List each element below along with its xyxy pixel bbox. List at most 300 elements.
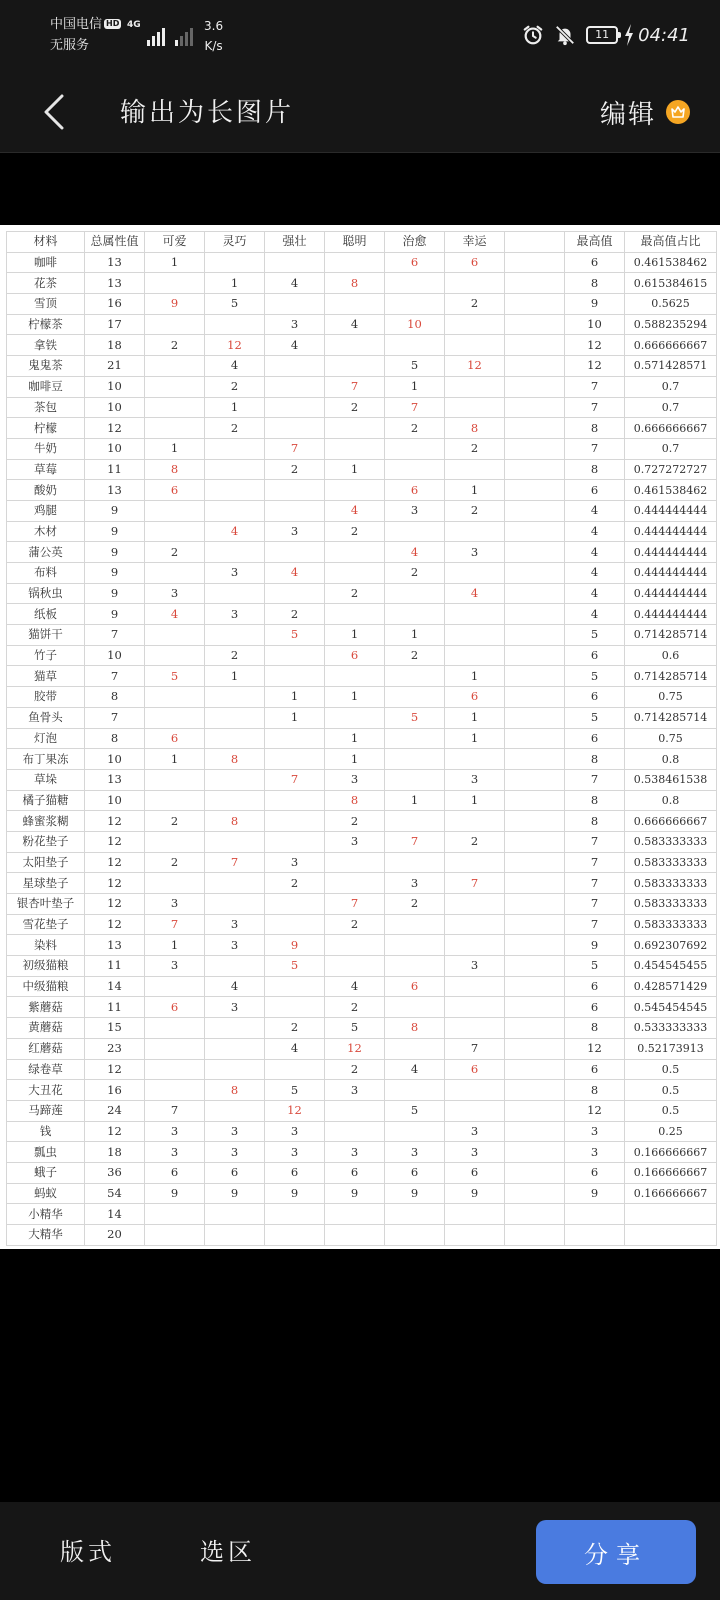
table-cell (505, 1204, 565, 1225)
table-cell: 10 (85, 376, 145, 397)
table-cell: 花茶 (7, 273, 85, 294)
table-cell: 染料 (7, 935, 85, 956)
table-cell: 2 (445, 831, 505, 852)
table-cell (505, 294, 565, 315)
table-cell: 2 (265, 604, 325, 625)
table-cell: 12 (205, 335, 265, 356)
table-cell: 3 (265, 1121, 325, 1142)
table-cell (265, 811, 325, 832)
table-cell (265, 728, 325, 749)
table-cell (265, 997, 325, 1018)
table-cell (445, 314, 505, 335)
table-cell: 5 (385, 356, 445, 377)
table-cell: 5 (385, 1100, 445, 1121)
table-cell: 6 (385, 252, 445, 273)
table-cell: 12 (85, 873, 145, 894)
table-cell: 柠檬 (7, 418, 85, 439)
table-cell (385, 935, 445, 956)
layout-button[interactable]: 版式 (60, 1538, 116, 1566)
table-cell: 0.714285714 (625, 666, 717, 687)
table-cell: 7 (325, 894, 385, 915)
table-cell: 0.444444444 (625, 563, 717, 584)
table-cell: 0.583333333 (625, 852, 717, 873)
table-cell (385, 294, 445, 315)
table-header-row (7, 232, 717, 253)
table-cell (385, 728, 445, 749)
table-cell (325, 852, 385, 873)
table-cell: 6 (145, 480, 205, 501)
table-row (7, 252, 717, 273)
table-cell (505, 563, 565, 584)
table-cell: 0.8 (625, 790, 717, 811)
table-cell: 绿卷草 (7, 1059, 85, 1080)
table-cell (505, 956, 565, 977)
table-cell (505, 1162, 565, 1183)
table-cell (385, 749, 445, 770)
table-cell: 8 (565, 811, 625, 832)
table-cell: 6 (385, 976, 445, 997)
table-cell: 11 (85, 956, 145, 977)
table-cell: 鱼骨头 (7, 707, 85, 728)
table-cell: 红蘑菇 (7, 1038, 85, 1059)
table-cell: 锅秋虫 (7, 583, 85, 604)
table-cell (325, 873, 385, 894)
table-cell: 6 (565, 976, 625, 997)
table-cell (205, 583, 265, 604)
table-cell (145, 418, 205, 439)
table-row (7, 521, 717, 542)
table-cell: 12 (565, 1038, 625, 1059)
table-row (7, 1183, 717, 1204)
table-cell (505, 811, 565, 832)
table-cell: 咖啡豆 (7, 376, 85, 397)
table-cell (265, 356, 325, 377)
table-cell: 0.666666667 (625, 811, 717, 832)
table-cell (205, 1204, 265, 1225)
table-cell: 1 (145, 935, 205, 956)
table-row (7, 1225, 717, 1246)
table-cell (325, 604, 385, 625)
table-cell (145, 1204, 205, 1225)
table-cell: 0.5625 (625, 294, 717, 315)
table-cell (325, 1121, 385, 1142)
table-cell: 2 (445, 438, 505, 459)
table-cell: 0.166666667 (625, 1162, 717, 1183)
table-row (7, 831, 717, 852)
table-cell (445, 1080, 505, 1101)
table-cell: 8 (565, 749, 625, 770)
table-cell: 0.75 (625, 728, 717, 749)
table-cell: 1 (265, 707, 325, 728)
table-cell: 11 (85, 997, 145, 1018)
table-cell (145, 1080, 205, 1101)
table-cell: 10 (85, 790, 145, 811)
table-cell (505, 335, 565, 356)
table-cell (505, 604, 565, 625)
table-cell (205, 956, 265, 977)
header-cell: 最高值占比 (625, 232, 717, 253)
table-cell (205, 687, 265, 708)
signal-bars-no-service-icon (175, 28, 193, 46)
table-cell: 4 (265, 1038, 325, 1059)
table-cell: 茶包 (7, 397, 85, 418)
table-cell: 0.444444444 (625, 604, 717, 625)
back-button[interactable] (36, 88, 76, 136)
table-cell: 3 (205, 997, 265, 1018)
table-cell: 23 (85, 1038, 145, 1059)
table-cell: 5 (325, 1018, 385, 1039)
table-cell: 1 (325, 687, 385, 708)
table-cell: 0.666666667 (625, 335, 717, 356)
table-cell: 0.588235294 (625, 314, 717, 335)
table-row (7, 459, 717, 480)
table-cell: 5 (265, 625, 325, 646)
table-cell: 7 (85, 625, 145, 646)
table-cell: 12 (85, 1059, 145, 1080)
table-cell: 8 (385, 1018, 445, 1039)
table-cell: 2 (145, 811, 205, 832)
table-cell (385, 956, 445, 977)
page-title: 输出为长图片 (120, 98, 295, 128)
table-cell: 9 (85, 500, 145, 521)
table-cell: 10 (85, 749, 145, 770)
table-cell: 12 (85, 852, 145, 873)
table-row (7, 1080, 717, 1101)
table-cell: 0.533333333 (625, 1018, 717, 1039)
table-cell: 3 (445, 542, 505, 563)
table-cell (445, 1018, 505, 1039)
table-cell: 8 (565, 418, 625, 439)
table-cell: 6 (565, 645, 625, 666)
table-cell (505, 914, 565, 935)
table-cell: 3 (205, 914, 265, 935)
network-type: 4G (127, 20, 141, 30)
table-cell: 4 (385, 1059, 445, 1080)
table-cell (505, 790, 565, 811)
table-cell: 7 (145, 1100, 205, 1121)
table-cell: 0.444444444 (625, 500, 717, 521)
table-row (7, 956, 717, 977)
edit-button[interactable] (600, 88, 690, 136)
table-cell: 3 (325, 1080, 385, 1101)
table-cell (385, 1121, 445, 1142)
table-cell: 太阳垫子 (7, 852, 85, 873)
table-row (7, 811, 717, 832)
table-cell: 雪顶 (7, 294, 85, 315)
table-cell: 1 (445, 790, 505, 811)
table-cell: 7 (565, 831, 625, 852)
table-cell (145, 976, 205, 997)
carrier-name: 中国电信 (50, 17, 103, 32)
table-cell: 13 (85, 769, 145, 790)
table-cell: 2 (445, 294, 505, 315)
table-cell (265, 749, 325, 770)
table-cell (505, 542, 565, 563)
table-cell (145, 376, 205, 397)
carrier-info (50, 14, 121, 56)
table-cell: 4 (445, 583, 505, 604)
table-cell: 4 (565, 521, 625, 542)
long-image-preview (0, 225, 720, 1249)
table-cell: 7 (85, 707, 145, 728)
table-row (7, 790, 717, 811)
table-cell: 13 (85, 273, 145, 294)
table-cell (505, 1121, 565, 1142)
table-cell (445, 894, 505, 915)
table-row (7, 1162, 717, 1183)
header-cell: 聪明 (325, 232, 385, 253)
table-cell: 12 (325, 1038, 385, 1059)
table-cell: 9 (85, 542, 145, 563)
table-cell: 马蹄莲 (7, 1100, 85, 1121)
table-row (7, 1100, 717, 1121)
table-cell: 2 (145, 542, 205, 563)
table-cell: 2 (325, 997, 385, 1018)
table-cell (445, 1225, 505, 1246)
table-cell: 星球垫子 (7, 873, 85, 894)
table-cell: 3 (325, 769, 385, 790)
mute-bell-icon (554, 24, 576, 46)
header-cell: 灵巧 (205, 232, 265, 253)
table-cell: 7 (565, 914, 625, 935)
table-cell: 胶带 (7, 687, 85, 708)
table-cell: 8 (565, 1018, 625, 1039)
table-cell: 9 (205, 1183, 265, 1204)
table-row (7, 625, 717, 646)
table-cell: 0.692307692 (625, 935, 717, 956)
table-cell: 12 (265, 1100, 325, 1121)
table-cell (205, 1038, 265, 1059)
table-cell (265, 914, 325, 935)
table-cell (145, 500, 205, 521)
status-right (522, 22, 690, 48)
speed-unit: K/s (204, 39, 223, 53)
table-cell: 7 (565, 873, 625, 894)
table-cell (145, 356, 205, 377)
table-cell: 钱 (7, 1121, 85, 1142)
table-cell: 16 (85, 294, 145, 315)
table-cell: 12 (85, 914, 145, 935)
table-cell: 7 (565, 438, 625, 459)
table-row (7, 1204, 717, 1225)
table-cell: 7 (565, 894, 625, 915)
table-cell: 2 (445, 500, 505, 521)
table-cell: 12 (565, 1100, 625, 1121)
table-cell (205, 500, 265, 521)
table-row (7, 397, 717, 418)
table-row (7, 666, 717, 687)
table-cell (505, 459, 565, 480)
table-cell (505, 831, 565, 852)
table-cell: 18 (85, 1142, 145, 1163)
table-cell: 12 (445, 356, 505, 377)
table-cell: 6 (445, 687, 505, 708)
table-row (7, 583, 717, 604)
table-cell: 8 (205, 749, 265, 770)
table-cell: 7 (565, 376, 625, 397)
table-row (7, 1038, 717, 1059)
table-cell: 5 (265, 1080, 325, 1101)
table-cell (265, 480, 325, 501)
table-cell (385, 1080, 445, 1101)
table-cell: 13 (85, 480, 145, 501)
table-row (7, 873, 717, 894)
table-row (7, 1018, 717, 1039)
table-row (7, 542, 717, 563)
table-cell (445, 1204, 505, 1225)
table-cell (505, 1038, 565, 1059)
table-cell (205, 707, 265, 728)
table-cell (505, 894, 565, 915)
table-cell (325, 335, 385, 356)
table-cell: 14 (85, 1204, 145, 1225)
header-cell: 材料 (7, 232, 85, 253)
table-cell (265, 976, 325, 997)
table-cell: 银杏叶垫子 (7, 894, 85, 915)
table-cell (205, 314, 265, 335)
table-cell: 粉花垫子 (7, 831, 85, 852)
table-cell (385, 1038, 445, 1059)
table-cell (505, 314, 565, 335)
table-cell: 3 (145, 583, 205, 604)
table-cell: 20 (85, 1225, 145, 1246)
table-cell: 大丑花 (7, 1080, 85, 1101)
table-cell (445, 273, 505, 294)
table-cell (505, 707, 565, 728)
table-cell: 鸡腿 (7, 500, 85, 521)
table-cell (205, 480, 265, 501)
table-cell: 3 (265, 1142, 325, 1163)
table-row (7, 356, 717, 377)
table-cell: 8 (565, 273, 625, 294)
table-cell (625, 1225, 717, 1246)
table-cell: 中级猫粮 (7, 976, 85, 997)
table-cell: 0.444444444 (625, 521, 717, 542)
table-cell (445, 811, 505, 832)
table-cell (325, 294, 385, 315)
table-cell: 5 (145, 666, 205, 687)
table-cell (445, 604, 505, 625)
table-cell (265, 1204, 325, 1225)
table-cell: 3 (385, 500, 445, 521)
table-cell: 雪花垫子 (7, 914, 85, 935)
table-cell: 3 (265, 852, 325, 873)
table-cell (445, 625, 505, 646)
table-cell: 10 (385, 314, 445, 335)
table-row (7, 997, 717, 1018)
table-cell: 0.25 (625, 1121, 717, 1142)
table-cell: 猫草 (7, 666, 85, 687)
table-cell (505, 873, 565, 894)
table-cell (265, 418, 325, 439)
table-cell (505, 521, 565, 542)
table-row (7, 418, 717, 439)
table-cell (505, 1100, 565, 1121)
table-cell (505, 997, 565, 1018)
table-row (7, 335, 717, 356)
table-cell (445, 376, 505, 397)
table-cell: 2 (325, 397, 385, 418)
table-cell (505, 438, 565, 459)
table-row (7, 563, 717, 584)
table-row (7, 852, 717, 873)
table-cell: 7 (445, 1038, 505, 1059)
table-cell (505, 1142, 565, 1163)
table-cell (265, 1059, 325, 1080)
table-cell (505, 728, 565, 749)
table-cell: 4 (205, 976, 265, 997)
table-cell: 3 (385, 873, 445, 894)
table-cell: 8 (205, 1080, 265, 1101)
table-cell: 3 (145, 894, 205, 915)
table-row (7, 707, 717, 728)
table-cell (505, 687, 565, 708)
table-cell: 2 (325, 914, 385, 935)
table-cell: 6 (325, 1162, 385, 1183)
table-cell: 7 (385, 397, 445, 418)
table-cell: 6 (565, 687, 625, 708)
table-cell (265, 376, 325, 397)
table-cell: 1 (445, 707, 505, 728)
table-cell: 1 (265, 687, 325, 708)
table-cell: 6 (445, 1162, 505, 1183)
table-cell: 4 (265, 273, 325, 294)
table-cell (205, 831, 265, 852)
table-cell (265, 542, 325, 563)
table-cell (325, 707, 385, 728)
table-cell: 5 (385, 707, 445, 728)
table-cell (145, 1038, 205, 1059)
table-cell (385, 335, 445, 356)
table-cell: 0.461538462 (625, 480, 717, 501)
table-cell: 21 (85, 356, 145, 377)
table-cell: 7 (325, 376, 385, 397)
table-cell: 1 (145, 252, 205, 273)
table-cell: 12 (565, 356, 625, 377)
table-cell (145, 397, 205, 418)
table-cell (325, 356, 385, 377)
table-cell: 1 (145, 438, 205, 459)
table-cell: 8 (205, 811, 265, 832)
table-cell (505, 666, 565, 687)
table-cell: 1 (445, 728, 505, 749)
table-cell: 8 (565, 1080, 625, 1101)
table-cell: 蛾子 (7, 1162, 85, 1183)
share-button[interactable]: 分享 (536, 1520, 696, 1584)
select-area-button[interactable]: 选区 (200, 1538, 256, 1566)
bottom-toolbar (0, 1502, 720, 1600)
table-cell (505, 749, 565, 770)
table-cell: 1 (325, 728, 385, 749)
table-cell (505, 769, 565, 790)
header-cell: 总属性值 (85, 232, 145, 253)
table-cell: 1 (445, 666, 505, 687)
table-cell (265, 294, 325, 315)
table-cell: 0.583333333 (625, 894, 717, 915)
table-cell: 3 (325, 1142, 385, 1163)
table-cell: 8 (85, 687, 145, 708)
table-cell: 柠檬茶 (7, 314, 85, 335)
table-row (7, 645, 717, 666)
table-cell: 9 (385, 1183, 445, 1204)
table-cell: 0.75 (625, 687, 717, 708)
table-cell: 3 (205, 604, 265, 625)
table-cell (445, 749, 505, 770)
table-cell: 0.8 (625, 749, 717, 770)
table-cell: 3 (265, 521, 325, 542)
table-cell (145, 769, 205, 790)
table-cell: 3 (265, 314, 325, 335)
